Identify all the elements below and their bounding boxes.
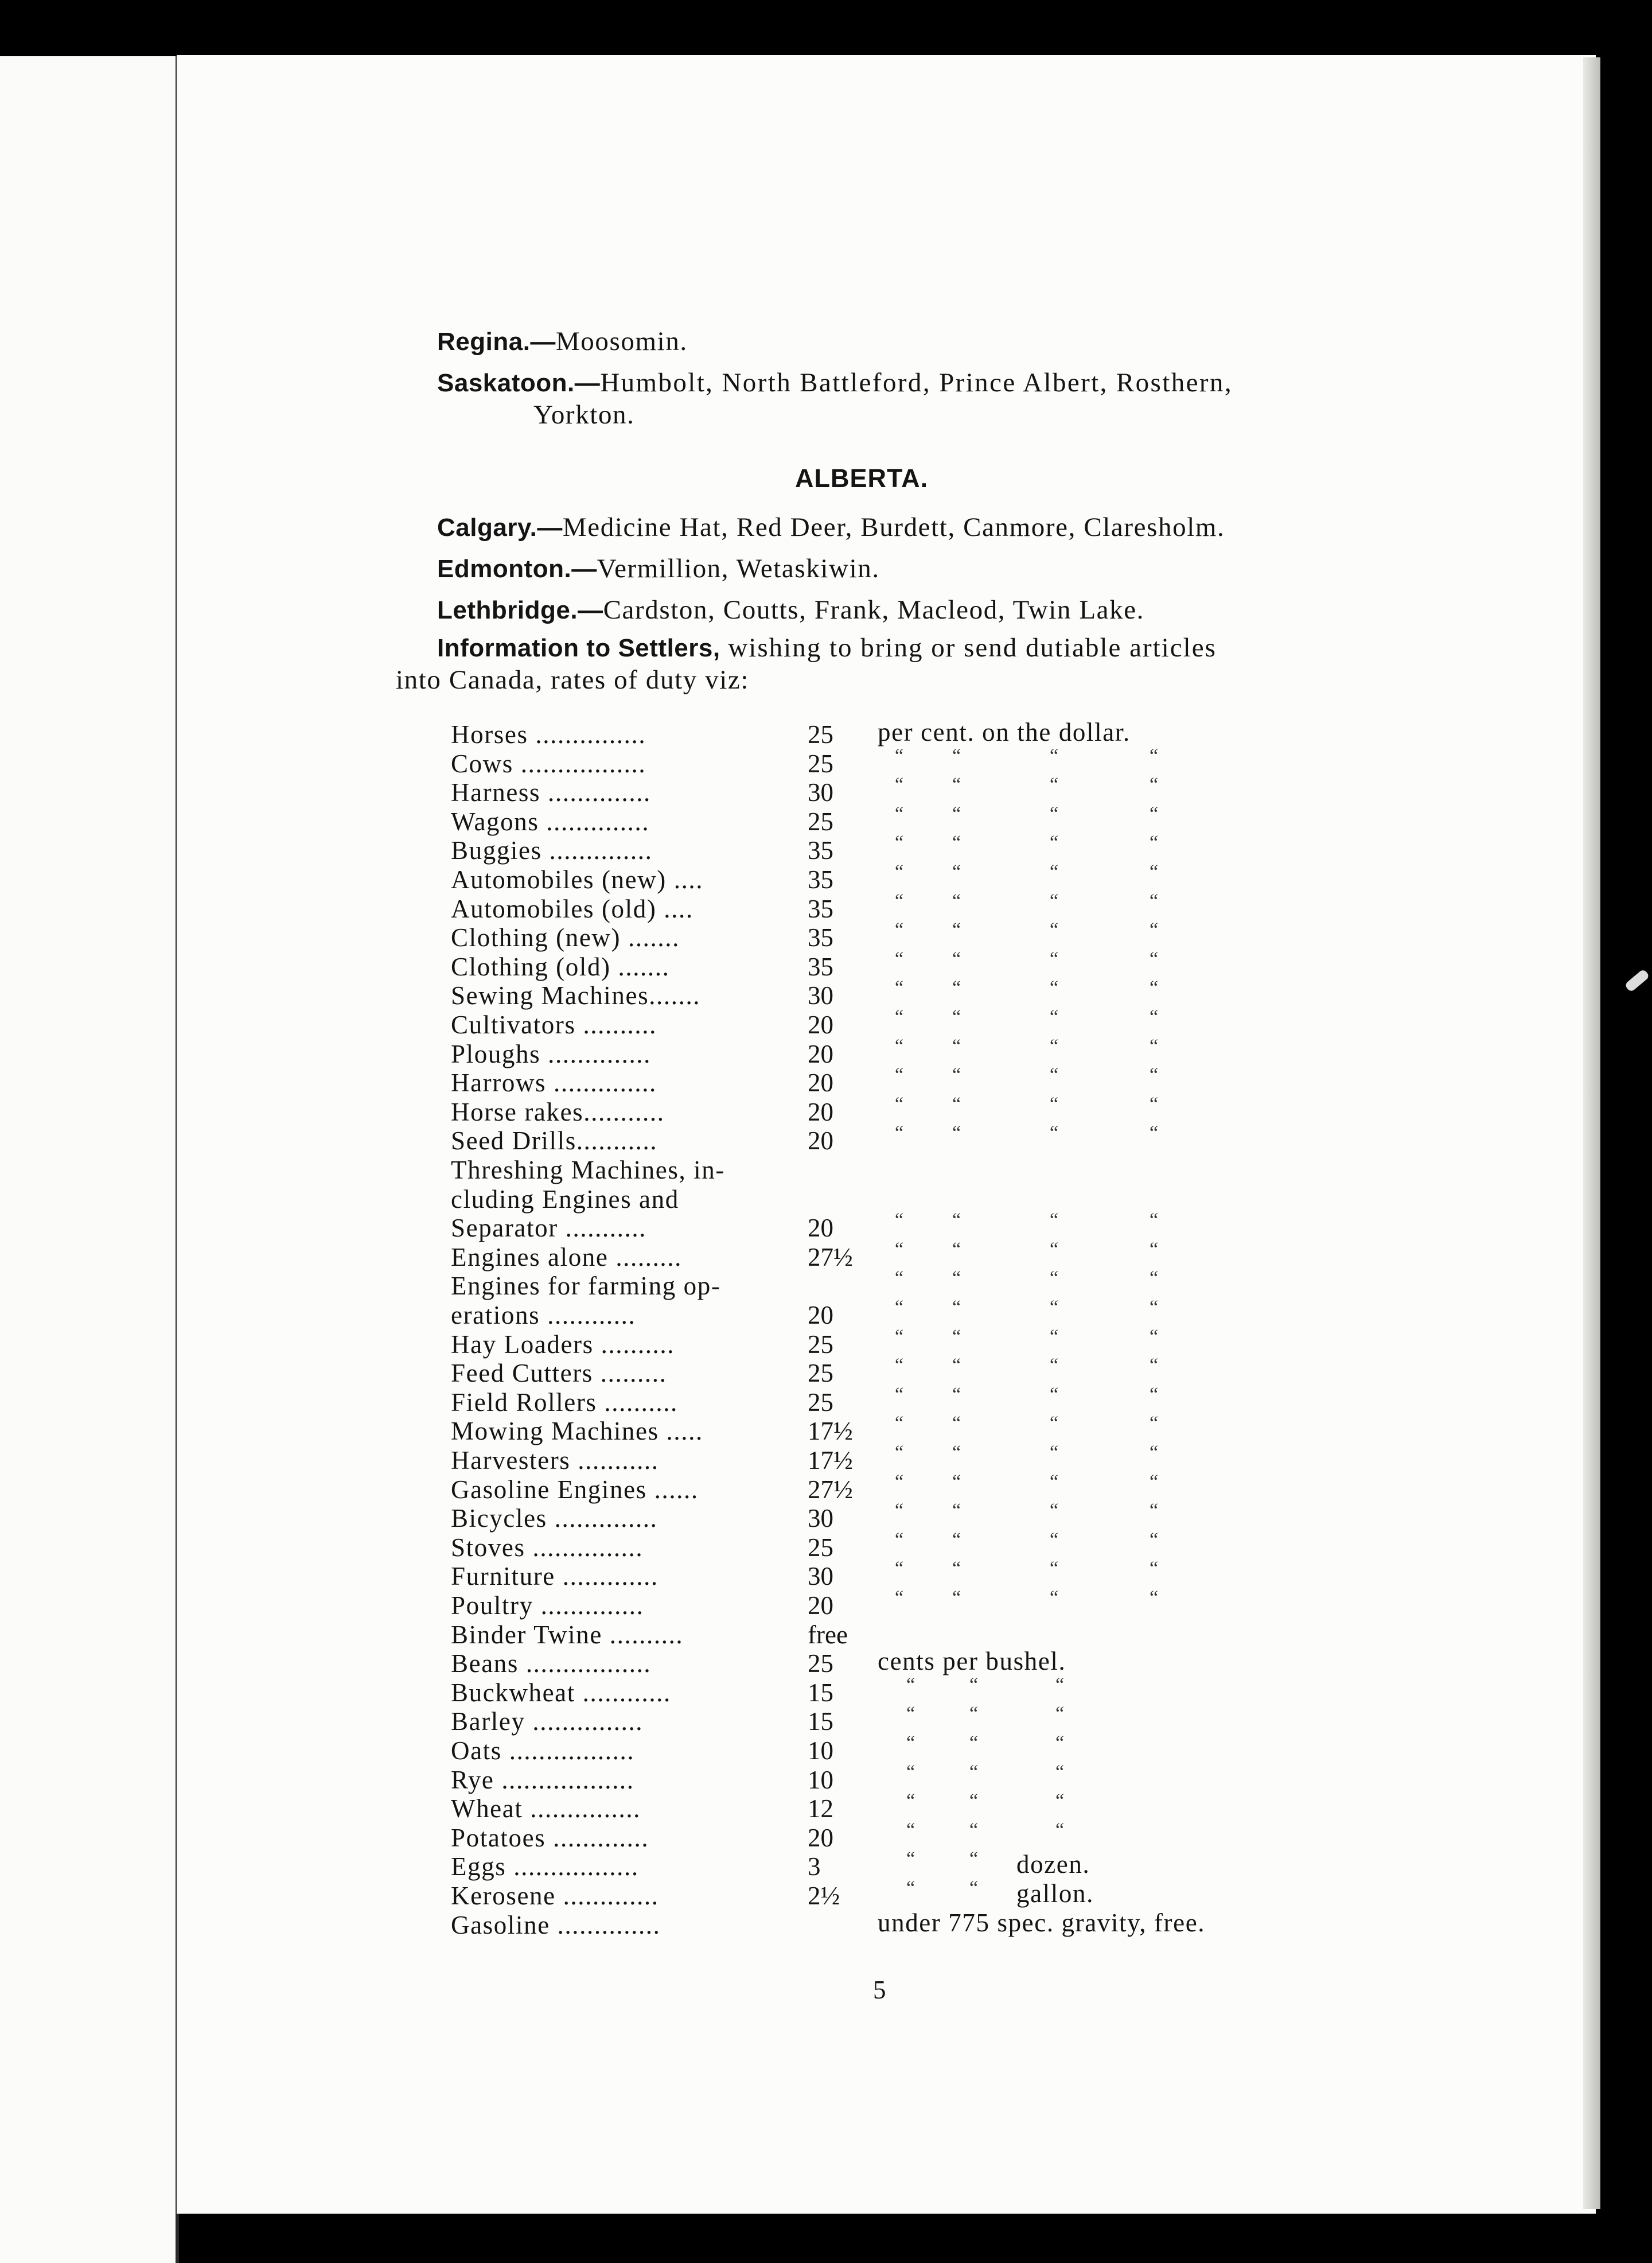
ditto-mark: “	[895, 1267, 904, 1289]
duty-item: Bicycles ..............	[451, 1504, 658, 1533]
ditto-mark: “	[969, 1732, 979, 1753]
duty-rate: 2½	[808, 1881, 840, 1910]
ditto-mark: “	[1050, 1267, 1059, 1289]
ditto-mark: “	[895, 890, 904, 912]
ditto-mark: “	[952, 1035, 961, 1057]
ditto-mark: “	[1050, 1064, 1059, 1086]
ditto-mark: “	[895, 803, 904, 825]
ditto-mark: “	[895, 1093, 904, 1115]
ditto-mark: “	[952, 919, 961, 941]
regina-text: Moosomin.	[555, 326, 688, 356]
ditto-mark: “	[895, 977, 904, 999]
calgary-line	[437, 512, 1225, 543]
ditto-mark: “	[1050, 1122, 1059, 1144]
ditto-mark: “	[1050, 1471, 1059, 1492]
ditto-mark: “	[1050, 1442, 1059, 1463]
ditto-mark: “	[1150, 1064, 1159, 1086]
ditto-mark: “	[1150, 861, 1159, 882]
duty-rate: 25	[808, 1359, 833, 1388]
duty-item: Harness ..............	[451, 778, 651, 807]
duty-item: Eggs .................	[451, 1852, 639, 1881]
ditto-mark: “	[1150, 977, 1159, 999]
duty-rate: 20	[808, 1823, 833, 1852]
ditto-mark: “	[1150, 1587, 1159, 1608]
ditto-mark: “	[1150, 1383, 1159, 1405]
info-label: Information to Settlers,	[437, 634, 720, 662]
duty-item: Stoves ...............	[451, 1533, 644, 1562]
duty-item: Field Rollers ..........	[451, 1387, 678, 1417]
ditto-mark: “	[1050, 803, 1059, 825]
ditto-mark: “	[952, 1267, 961, 1289]
duty-rate: 20	[808, 1068, 833, 1098]
duty-rate: 20	[808, 1214, 833, 1243]
duty-rate: 25	[808, 1533, 833, 1562]
duty-rate: 30	[808, 1562, 833, 1591]
ditto-mark: “	[952, 803, 961, 825]
gallon-unit: gallon.	[1016, 1879, 1094, 1908]
ditto-mark: “	[969, 1703, 979, 1725]
duty-item: Harvesters ...........	[451, 1446, 659, 1475]
edmonton-label: Edmonton.—	[437, 555, 597, 583]
duty-item: Kerosene .............	[451, 1881, 659, 1910]
ditto-mark: “	[895, 1355, 904, 1377]
ditto-mark: “	[1050, 1035, 1059, 1057]
ditto-mark: “	[969, 1790, 979, 1812]
duty-item: Buckwheat ............	[451, 1678, 671, 1707]
ditto-mark: “	[895, 1383, 904, 1405]
ditto-mark: “	[906, 1819, 915, 1841]
duty-rate: 35	[808, 894, 833, 923]
ditto-mark: “	[1150, 745, 1159, 767]
ditto-mark: “	[1050, 1383, 1059, 1405]
ditto-mark: “	[952, 1093, 961, 1115]
ditto-mark: “	[952, 1325, 961, 1347]
ditto-mark: “	[895, 1413, 904, 1434]
ditto-mark: “	[1050, 948, 1059, 970]
gasoline-note: under 775 spec. gravity, free.	[878, 1908, 1206, 1937]
ditto-mark: “	[952, 1442, 961, 1463]
duty-item: Wheat ...............	[451, 1794, 641, 1823]
duty-rate: 20	[808, 1301, 833, 1329]
duty-item: Oats .................	[451, 1736, 635, 1765]
yorkton-text: Yorkton.	[533, 400, 635, 430]
ditto-mark: “	[895, 1006, 904, 1028]
ditto-mark: “	[1055, 1761, 1065, 1783]
duty-item: Harrows ..............	[451, 1068, 657, 1098]
ditto-mark: “	[895, 861, 904, 882]
ditto-mark: “	[1050, 745, 1059, 767]
ditto-mark: “	[952, 1238, 961, 1260]
duty-item: Engines for farming op-	[451, 1272, 721, 1301]
duty-rate: free	[808, 1620, 848, 1649]
ditto-mark: “	[895, 1500, 904, 1522]
duty-rate: 25	[808, 807, 833, 836]
ditto-mark: “	[1050, 890, 1059, 912]
duty-item: Gasoline Engines ......	[451, 1475, 699, 1504]
ditto-mark: “	[895, 948, 904, 970]
lethbridge-label: Lethbridge.—	[437, 596, 603, 624]
ditto-mark: “	[1150, 1035, 1159, 1057]
ditto-mark: “	[1050, 1558, 1059, 1580]
duty-item: Ploughs ..............	[451, 1039, 651, 1068]
ditto-mark: “	[906, 1732, 915, 1753]
ditto-mark: “	[1150, 1238, 1159, 1260]
ditto-mark: “	[1150, 1413, 1159, 1434]
duty-rate: 20	[808, 1591, 833, 1620]
duty-item: Rye ..................	[451, 1765, 634, 1794]
ditto-mark: “	[1150, 1500, 1159, 1522]
duty-item: Horse rakes...........	[451, 1097, 665, 1126]
duty-item: Wagons ..............	[451, 807, 650, 836]
duty-item: Sewing Machines.......	[451, 981, 701, 1010]
duty-item: erations ............	[451, 1301, 636, 1329]
info-line-1	[437, 632, 1217, 663]
duty-rate: 30	[808, 981, 833, 1010]
duty-item: Barley ...............	[451, 1707, 644, 1736]
duty-rate: 15	[808, 1707, 833, 1736]
duty-item: Mowing Machines .....	[451, 1417, 703, 1446]
ditto-mark: “	[969, 1761, 979, 1783]
ditto-mark: “	[952, 1064, 961, 1086]
duty-item: cluding Engines and	[451, 1184, 679, 1214]
ditto-mark: “	[1150, 1122, 1159, 1144]
duty-item: Gasoline ..............	[451, 1910, 661, 1939]
ditto-mark: “	[895, 1442, 904, 1463]
ditto-mark: “	[1150, 1297, 1159, 1318]
ditto-mark: “	[895, 745, 904, 767]
ditto-mark: “	[895, 1064, 904, 1086]
ditto-mark: “	[1050, 1210, 1059, 1231]
ditto-mark: “	[952, 1122, 961, 1144]
ditto-mark: “	[952, 977, 961, 999]
ditto-mark: “	[1050, 1238, 1059, 1260]
duty-item: Beans .................	[451, 1649, 652, 1678]
duty-item: Furniture .............	[451, 1562, 659, 1591]
ditto-mark: “	[969, 1674, 979, 1696]
ditto-mark: “	[1050, 1529, 1059, 1550]
ditto-mark: “	[952, 745, 961, 767]
duty-rate: 20	[808, 1097, 833, 1126]
duty-rate: 25	[808, 720, 833, 749]
ditto-mark: “	[906, 1848, 915, 1870]
ditto-mark: “	[952, 861, 961, 882]
ditto-mark: “	[1150, 919, 1159, 941]
ditto-mark: “	[1050, 1006, 1059, 1028]
ditto-mark: “	[906, 1761, 915, 1783]
ditto-mark: “	[1050, 1093, 1059, 1115]
ditto-mark: “	[1050, 1587, 1059, 1608]
ditto-mark: “	[1150, 774, 1159, 796]
duty-rate: 35	[808, 923, 833, 952]
ditto-mark: “	[1050, 1413, 1059, 1434]
per-cent-unit: per cent. on the dollar.	[878, 718, 1131, 746]
duty-item: Clothing (old) .......	[451, 952, 670, 981]
duty-rate: 30	[808, 778, 833, 807]
ditto-mark: “	[895, 1325, 904, 1347]
ditto-mark: “	[1055, 1819, 1065, 1841]
duty-rate: 12	[808, 1794, 833, 1823]
duty-rate: 3	[808, 1852, 821, 1881]
ditto-mark: “	[952, 890, 961, 912]
ditto-mark: “	[1150, 803, 1159, 825]
ditto-mark: “	[895, 1238, 904, 1260]
duty-item: Binder Twine ..........	[451, 1620, 684, 1649]
duty-rate: 25	[808, 1329, 833, 1359]
ditto-mark: “	[895, 1471, 904, 1492]
ditto-mark: “	[1150, 1093, 1159, 1115]
saskatoon-text: Humbolt, North Battleford, Prince Albert, Rosthern,	[600, 368, 1233, 398]
ditto-mark: “	[1055, 1674, 1065, 1696]
duty-rate: 17½	[808, 1417, 853, 1446]
ditto-mark: “	[1050, 919, 1059, 941]
ditto-mark: “	[895, 774, 904, 796]
ditto-mark: “	[952, 1413, 961, 1434]
ditto-mark: “	[952, 948, 961, 970]
ditto-mark: “	[1055, 1790, 1065, 1812]
ditto-mark: “	[1150, 832, 1159, 854]
ditto-mark: “	[1150, 1006, 1159, 1028]
ditto-mark: “	[895, 1035, 904, 1057]
duty-rate: 35	[808, 952, 833, 981]
duty-rate: 25	[808, 749, 833, 778]
ditto-mark: “	[1150, 890, 1159, 912]
ditto-mark: “	[969, 1848, 979, 1870]
info-text-2: into Canada, rates of duty viz:	[396, 665, 750, 695]
ditto-mark: “	[952, 1355, 961, 1377]
ditto-mark: “	[1050, 832, 1059, 854]
duty-item: Poultry ..............	[451, 1591, 644, 1620]
ditto-mark: “	[906, 1790, 915, 1812]
duty-rate: 15	[808, 1678, 833, 1707]
ditto-mark: “	[1050, 1500, 1059, 1522]
ditto-mark: “	[895, 1122, 904, 1144]
ditto-mark: “	[1050, 977, 1059, 999]
lethbridge-line	[437, 594, 1144, 625]
saskatoon-line	[437, 367, 1233, 398]
duty-rate: 20	[808, 1010, 833, 1039]
regina-label: Regina.—	[437, 328, 556, 356]
ditto-mark: “	[952, 1529, 961, 1550]
duty-item: Clothing (new) .......	[451, 923, 680, 952]
duty-item: Automobiles (new) ....	[451, 865, 704, 894]
ditto-mark: “	[952, 1587, 961, 1608]
ditto-mark: “	[1150, 1529, 1159, 1550]
duty-item: Separator ...........	[451, 1214, 647, 1243]
ditto-mark: “	[1050, 1325, 1059, 1347]
ditto-mark: “	[1055, 1703, 1065, 1725]
yorkton-line	[533, 399, 635, 430]
duty-rate: 35	[808, 865, 833, 894]
page-number: 5	[873, 1976, 886, 2004]
duty-item: Cultivators ..........	[451, 1010, 657, 1039]
info-line-2	[396, 664, 749, 695]
info-text-1: wishing to bring or send dutiable articles	[728, 633, 1217, 663]
ditto-mark: “	[1150, 1471, 1159, 1492]
edmonton-line	[437, 553, 880, 584]
ditto-mark: “	[952, 1297, 961, 1318]
duty-rate: 25	[808, 1387, 833, 1417]
ditto-mark: “	[1055, 1732, 1065, 1753]
duty-rate: 20	[808, 1126, 833, 1156]
edmonton-text: Vermillion, Wetaskiwin.	[597, 554, 880, 584]
saskatoon-label: Saskatoon.—	[437, 369, 601, 397]
duty-item: Engines alone .........	[451, 1242, 682, 1272]
ditto-mark: “	[1150, 1442, 1159, 1463]
duty-rate: 17½	[808, 1446, 853, 1475]
duty-item: Horses ...............	[451, 720, 646, 749]
lethbridge-text: Cardston, Coutts, Frank, Macleod, Twin Lake.	[603, 595, 1145, 625]
ditto-mark: “	[1050, 861, 1059, 882]
duty-rate: 35	[808, 836, 833, 865]
duty-rate: 27½	[808, 1242, 853, 1272]
ditto-mark: “	[1150, 1558, 1159, 1580]
ditto-mark: “	[1150, 1210, 1159, 1231]
duty-rate: 30	[808, 1504, 833, 1533]
ditto-mark: “	[952, 832, 961, 854]
calgary-text: Medicine Hat, Red Deer, Burdett, Canmore, Claresholm.	[562, 512, 1225, 542]
duty-item: Seed Drills...........	[451, 1126, 658, 1156]
ditto-mark: “	[906, 1877, 915, 1899]
ditto-mark: “	[952, 1500, 961, 1522]
regina-line	[437, 326, 688, 357]
ditto-mark: “	[906, 1674, 915, 1696]
ditto-mark: “	[952, 1558, 961, 1580]
ditto-mark: “	[952, 1471, 961, 1492]
ditto-mark: “	[1050, 1297, 1059, 1318]
ditto-mark: “	[952, 1006, 961, 1028]
duty-item: Feed Cutters .........	[451, 1359, 667, 1388]
ditto-mark: “	[895, 1587, 904, 1608]
ditto-mark: “	[895, 1558, 904, 1580]
ditto-mark: “	[952, 1383, 961, 1405]
duty-rate: 27½	[808, 1475, 853, 1504]
ditto-mark: “	[952, 1210, 961, 1231]
ditto-mark: “	[1150, 948, 1159, 970]
ditto-mark: “	[952, 774, 961, 796]
duty-item: Cows .................	[451, 749, 646, 778]
ditto-mark: “	[1050, 1355, 1059, 1377]
ditto-mark: “	[895, 1297, 904, 1318]
duty-item: Threshing Machines, in-	[451, 1156, 725, 1184]
duty-item: Potatoes .............	[451, 1823, 649, 1852]
ditto-mark: “	[1050, 774, 1059, 796]
ditto-mark: “	[969, 1877, 979, 1899]
ditto-mark: “	[895, 1210, 904, 1231]
duty-rate: 20	[808, 1039, 833, 1068]
duty-item: Hay Loaders ..........	[451, 1329, 675, 1359]
calgary-label: Calgary.—	[437, 514, 563, 542]
duty-item: Buggies ..............	[451, 836, 653, 865]
ditto-mark: “	[895, 919, 904, 941]
province-heading: ALBERTA.	[795, 464, 929, 493]
duty-rate: 10	[808, 1765, 833, 1794]
ditto-mark: “	[895, 832, 904, 854]
ditto-mark: “	[906, 1703, 915, 1725]
bushel-unit: cents per bushel.	[878, 1647, 1066, 1676]
ditto-mark: “	[969, 1819, 979, 1841]
duty-rate: 25	[808, 1649, 833, 1678]
dozen-unit: dozen.	[1016, 1850, 1090, 1879]
ditto-mark: “	[1150, 1355, 1159, 1377]
ditto-mark: “	[1150, 1267, 1159, 1289]
ditto-mark: “	[1150, 1325, 1159, 1347]
ditto-mark: “	[895, 1529, 904, 1550]
duty-rate: 10	[808, 1736, 833, 1765]
duty-item: Automobiles (old) ....	[451, 894, 693, 923]
